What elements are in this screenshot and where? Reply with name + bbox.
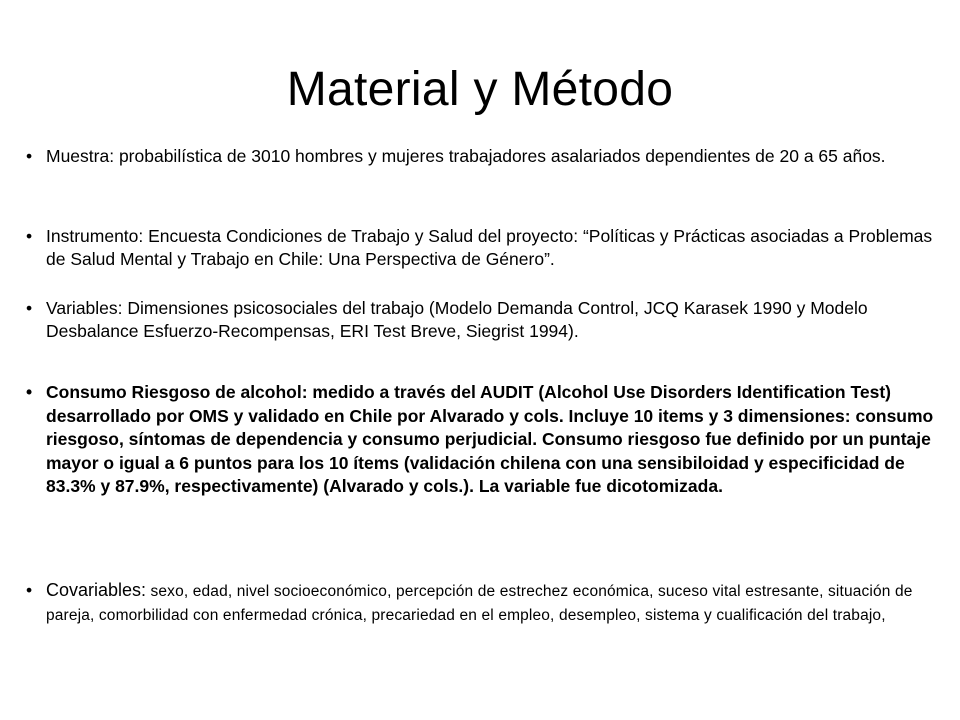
bullet-covariables (26, 579, 946, 627)
bullet-dot-icon: • (26, 298, 33, 318)
bullet-text: Instrumento: Encuesta Condiciones de Trabajo y Salud del proyecto: “Políticas y Prácticas asociadas a Problemas de Salud Mental y Trabajo en Chile: Una Perspectiva de Género”. (46, 226, 933, 269)
bullet-dot-icon: • (26, 146, 33, 166)
bullet-text: Consumo Riesgoso de alcohol: medido a través del AUDIT (Alcohol Use Disorders Identification Test) desarrollado por OMS y validado en Chile por Alvarado y cols. Incluye 10 items y 3 dimensiones: consumo riesgoso, síntomas de dependencia y consumo perjudicial. Consumo riesgoso fue definido por un puntaje mayor o igual a 6 puntos para los 10 ítems (validación chilena con una sensibiloidad y especificidad de 83.3% y 87.9%, respectivamente) (Alvarado y cols.). La variable fue dicotomizada. (46, 382, 934, 496)
bullet-muestra (26, 145, 946, 168)
bullet-text: Variables: Dimensiones psicosociales del trabajo (Modelo Demanda Control, JCQ Karasek 1990 y Modelo Desbalance Esfuerzo-Recompensas, ERI Test Breve, Siegrist 1994). (46, 298, 868, 341)
bullet-dot-icon: • (26, 382, 33, 402)
bullet-consumo-riesgoso (26, 381, 946, 499)
bullet-dot-icon: • (26, 580, 33, 600)
slide-title: Material y Método (286, 63, 674, 116)
bullet-instrumento (26, 225, 946, 271)
bullet-variables (26, 297, 946, 343)
bullet-dot-icon: • (26, 226, 33, 246)
bullet-text: Muestra: probabilística de 3010 hombres y mujeres trabajadores asalariados dependientes de 20 a 65 años. (46, 146, 886, 166)
bullet-text: sexo, edad, nivel socioeconómico, percepción de estrechez económica, suceso vital estresante, situación de pareja, comorbilidad con enfermedad crónica, precariedad en el empleo, desempleo, sistema y cualificación del trabajo, (46, 583, 913, 624)
bullet-lead: Covariables: (46, 580, 147, 600)
